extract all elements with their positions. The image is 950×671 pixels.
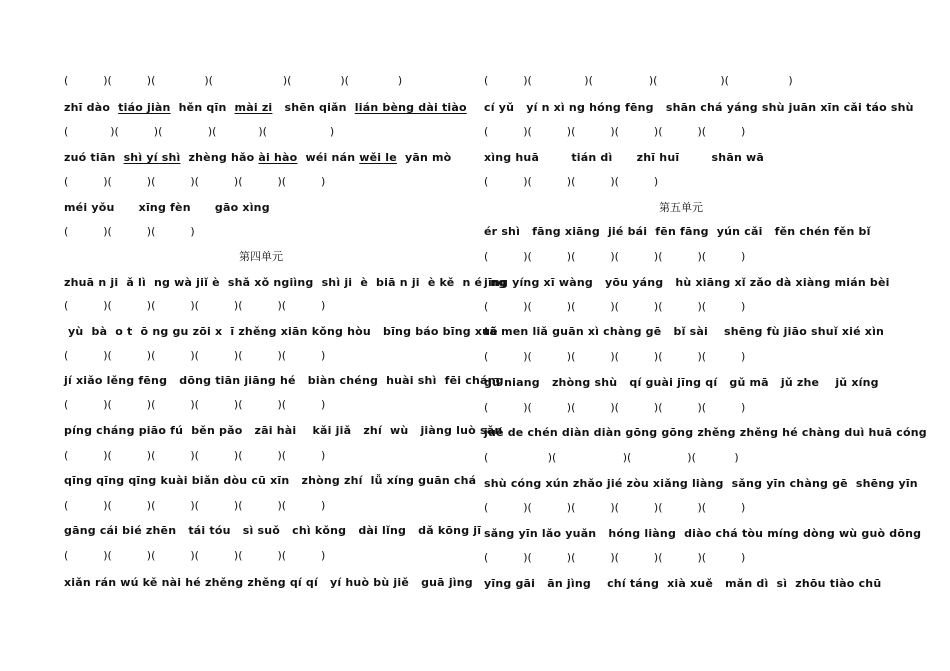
answer-blanks-row: ( )( )( )( )( )( ) bbox=[484, 501, 746, 514]
pinyin-text: tā men liǎ guān xì chàng gē bǐ sài shēng fù jiāo shuǐ xié xìn bbox=[484, 325, 885, 338]
pinyin-text: yīng gāi ān jìng chí táng xià xuě mǎn dì sì zhōu tiào chū bbox=[484, 577, 882, 590]
answer-blanks-row: ( )( )( )( )( )( ) bbox=[64, 449, 326, 462]
answer-blanks-row: ( )( )( )( )( )( ) bbox=[64, 299, 326, 312]
pinyin-row bbox=[484, 224, 894, 240]
pinyin-row bbox=[64, 423, 503, 439]
pinyin-text: jué de chén diàn diàn gōng gōng zhěng zhěng hé chàng duì huā cóng bbox=[484, 426, 927, 439]
answer-blanks-row: ( )( )( )( )( )( ) bbox=[64, 349, 326, 362]
answer-blanks-row: ( )( )( )( )( )( ) bbox=[484, 300, 746, 313]
pinyin-text: zhuā n ji ǎ lì ng wà jiǐ è shǎ xǒ ngiìng shì ji è biā n ji è kě n é ng bbox=[64, 276, 507, 289]
answer-blanks-row: ( )( )( )( )( )( ) bbox=[484, 551, 746, 564]
pinyin-text: zuó tiān bbox=[64, 151, 124, 164]
pinyin-text: gū niang zhòng shù qí guài jīng qí gǔ mā jǔ zhe jǔ xíng bbox=[484, 376, 879, 389]
pinyin-row bbox=[484, 375, 894, 391]
pinyin-text: xìng huā tián dì zhī huī shān wā bbox=[484, 151, 765, 164]
pinyin-row bbox=[484, 275, 894, 291]
answer-blanks-row: ( )( )( )( ) bbox=[484, 175, 659, 188]
pinyin-text: qīng qīng qīng kuài biǎn dòu cū xīn zhòng zhí lǚ xíng guān chá bbox=[64, 474, 477, 487]
pinyin-row bbox=[484, 576, 894, 592]
pinyin-row bbox=[64, 523, 482, 539]
answer-blanks-row: ( )( )( )( )( )( ) bbox=[484, 350, 746, 363]
left-column bbox=[64, 0, 507, 671]
pinyin-row bbox=[484, 100, 914, 116]
pinyin-row bbox=[484, 526, 922, 542]
unit-heading: 第五单元 bbox=[659, 201, 703, 214]
pinyin-text: zhèng hǎo bbox=[180, 151, 259, 164]
underlined-pinyin-word: lián bèng dài tiào bbox=[354, 101, 467, 114]
pinyin-text: hěn qīn bbox=[170, 101, 235, 114]
answer-blanks-row: ( )( )( )( )( ) bbox=[484, 74, 793, 87]
pinyin-row bbox=[64, 200, 474, 216]
pinyin-row bbox=[484, 324, 894, 340]
pinyin-text: shù cóng xún zhǎo jié zòu xiǎng liàng sǎng yīn chàng gē shēng yīn bbox=[484, 477, 918, 490]
pinyin-text: ér shì fāng xiāng jié bái fēn fāng yún cǎi fěn chén fěn bǐ bbox=[484, 225, 871, 238]
pinyin-row bbox=[484, 150, 894, 166]
pinyin-text: shēn qiǎn bbox=[272, 101, 355, 114]
answer-blanks-row: ( )( )( )( )( )( ) bbox=[484, 125, 746, 138]
pinyin-text: jí xiǎo lěng fēng dōng tiān jiāng hé biàn chéng huài shì fēi cháng bbox=[64, 374, 504, 387]
pinyin-row bbox=[484, 476, 918, 492]
pinyin-text: méi yǒu xīng fèn gāo xìng bbox=[64, 201, 270, 214]
pinyin-text: yù bà o t ō ng gu zōi x ī zhěng xiān kǒng hòu bīng báo bīng xuě bbox=[64, 325, 498, 338]
underlined-pinyin-word: wěi le bbox=[359, 151, 397, 164]
answer-blanks-row: ( )( )( )( )( )( ) bbox=[64, 175, 326, 188]
pinyin-text: zhī dào bbox=[64, 101, 119, 114]
pinyin-row bbox=[64, 275, 507, 291]
pinyin-text: gāng cái bié zhēn tái tóu sì suǒ chì kǒng dài lǐng dǎ kōng jī bbox=[64, 524, 482, 537]
underlined-pinyin-word: mài zi bbox=[234, 101, 273, 114]
pinyin-row bbox=[64, 150, 474, 166]
pinyin-row bbox=[64, 324, 498, 340]
underlined-pinyin-word: ài hào bbox=[258, 151, 298, 164]
underlined-pinyin-word: tiáo jiàn bbox=[118, 101, 171, 114]
underlined-pinyin-word: shì yí shì bbox=[123, 151, 181, 164]
answer-blanks-row: ( )( )( )( )( ) bbox=[64, 125, 335, 138]
pinyin-row bbox=[64, 473, 477, 489]
answer-blanks-row: ( )( )( )( )( )( ) bbox=[64, 549, 326, 562]
pinyin-row bbox=[484, 425, 927, 441]
pinyin-text: xiǎn rán wú kě nài hé zhěng zhěng qí qí yí huò bù jiě guā jìng bbox=[64, 576, 473, 589]
pinyin-text: sǎng yīn lǎo yuǎn hóng liàng diào chá tòu míng dòng wù guò dōng bbox=[484, 527, 922, 540]
pinyin-row bbox=[64, 100, 474, 116]
answer-blanks-row: ( )( )( )( )( )( ) bbox=[64, 499, 326, 512]
answer-blanks-row: ( )( )( ) bbox=[64, 225, 195, 238]
answer-blanks-row: ( )( )( )( )( )( ) bbox=[484, 401, 746, 414]
pinyin-row bbox=[64, 575, 474, 591]
pinyin-row bbox=[64, 373, 504, 389]
pinyin-text: yān mò bbox=[396, 151, 452, 164]
right-column bbox=[484, 0, 927, 671]
pinyin-text: jīng yíng xī wàng yōu yáng hù xiāng xǐ zǎo dà xiàng mián bèi bbox=[484, 276, 890, 289]
answer-blanks-row: ( )( )( )( )( )( ) bbox=[64, 74, 403, 87]
pinyin-text: píng cháng piāo fú běn pǎo zāi hài kǎi jiǎ zhí wù jiàng luò sǎn bbox=[64, 424, 503, 437]
answer-blanks-row: ( )( )( )( )( )( ) bbox=[64, 398, 326, 411]
pinyin-text: wéi nán bbox=[297, 151, 360, 164]
pinyin-text: cí yǔ yí n xì ng hóng fēng shān chá yáng shù juān xīn cǎi táo shù bbox=[484, 101, 914, 114]
answer-blanks-row: ( )( )( )( ) bbox=[484, 451, 739, 464]
answer-blanks-row: ( )( )( )( )( )( ) bbox=[484, 250, 746, 263]
unit-heading: 第四单元 bbox=[239, 250, 283, 263]
